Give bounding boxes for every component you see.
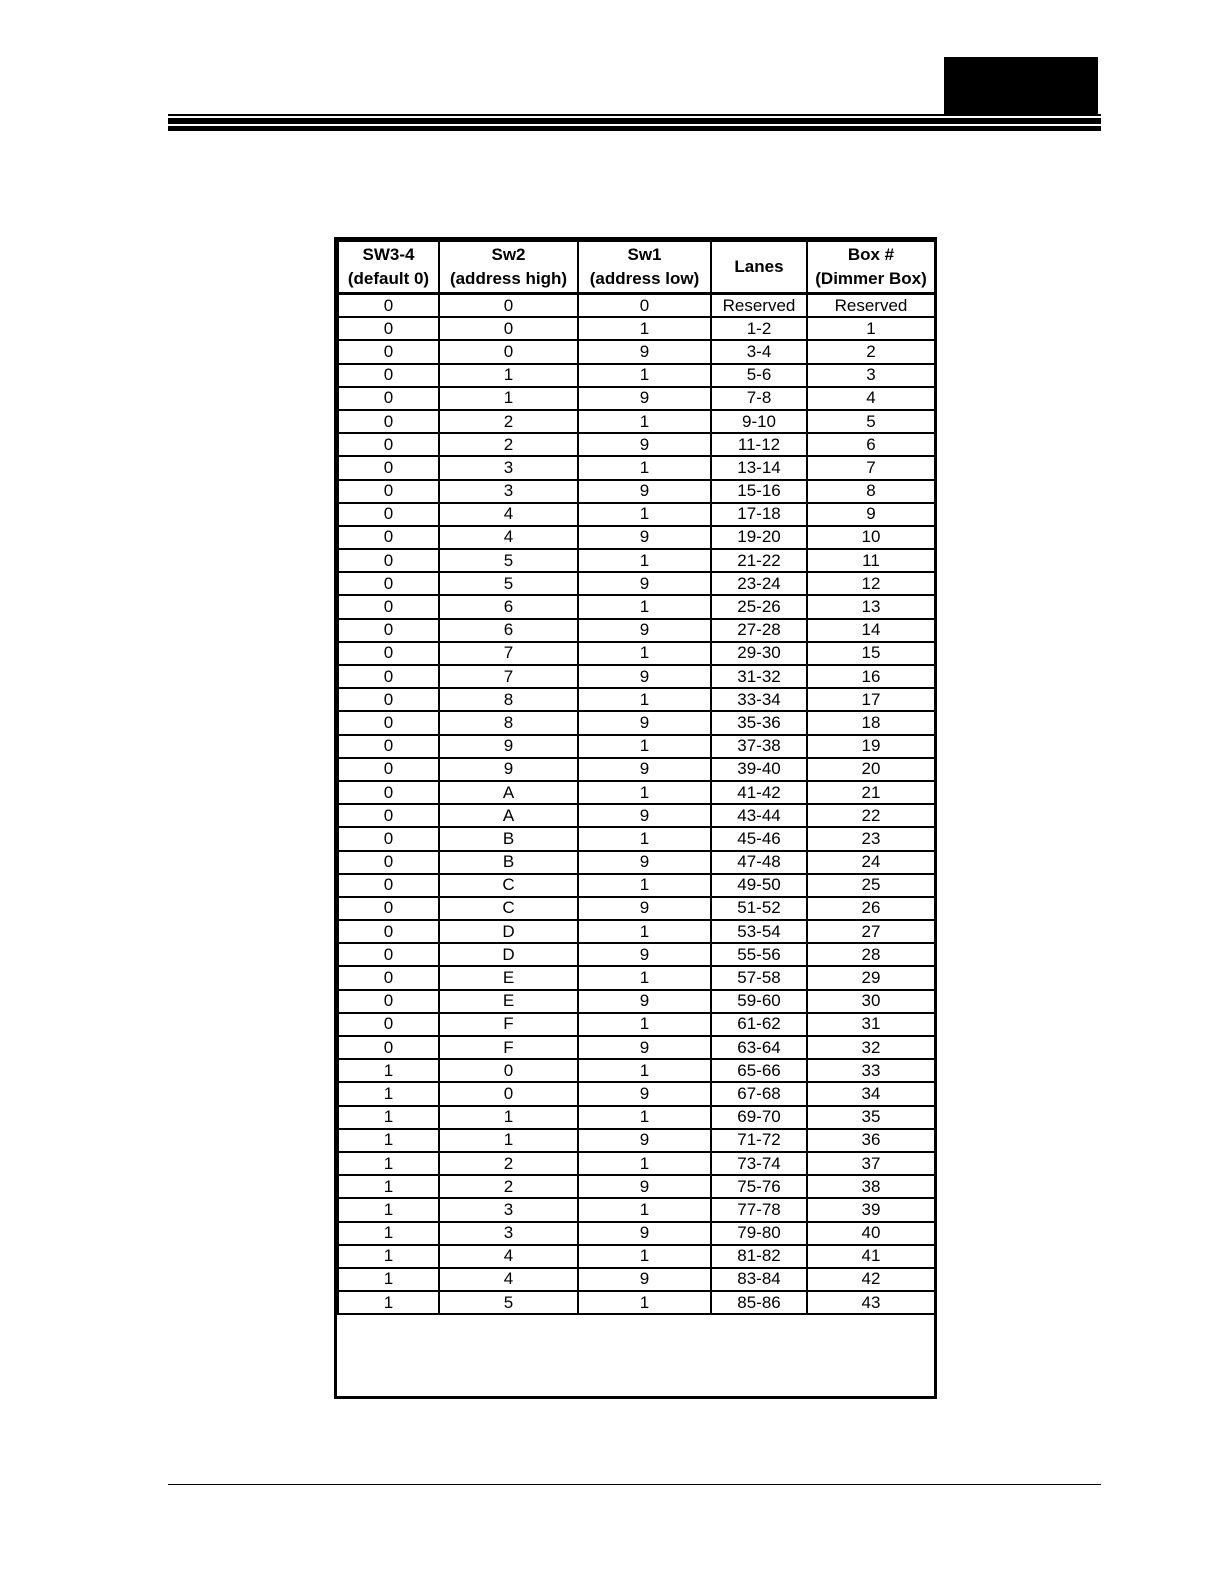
cell-sw1: 9 — [578, 619, 711, 642]
cell-sw3-4: 0 — [338, 990, 439, 1013]
cell-lanes: 31-32 — [711, 665, 807, 688]
cell-lanes: 51-52 — [711, 897, 807, 920]
table-row — [338, 387, 935, 410]
cell-lanes: 7-8 — [711, 387, 807, 410]
cell-box-number: 28 — [807, 943, 935, 966]
cell-lanes: 35-36 — [711, 711, 807, 734]
cell-lanes: 79-80 — [711, 1222, 807, 1245]
table-row — [338, 572, 935, 595]
cell-sw2: 0 — [439, 317, 578, 340]
table-row — [338, 549, 935, 572]
header-line2: (default 0) — [347, 269, 430, 288]
cell-lanes: 11-12 — [711, 433, 807, 456]
cell-lanes: 55-56 — [711, 943, 807, 966]
table-row — [338, 1222, 935, 1245]
table-row — [338, 1129, 935, 1152]
cell-box-number: 17 — [807, 688, 935, 711]
cell-sw2: 3 — [439, 1198, 578, 1221]
cell-box-number: 23 — [807, 827, 935, 850]
cell-sw3-4: 0 — [338, 758, 439, 781]
cell-lanes: 13-14 — [711, 456, 807, 479]
cell-lanes: 5-6 — [711, 364, 807, 387]
cell-sw3-4: 0 — [338, 595, 439, 618]
cell-sw1: 1 — [578, 1245, 711, 1268]
cell-lanes: 81-82 — [711, 1245, 807, 1268]
header-line1: SW3-4 — [362, 245, 415, 264]
cell-lanes: 27-28 — [711, 619, 807, 642]
cell-sw3-4: 0 — [338, 781, 439, 804]
cell-lanes: 67-68 — [711, 1082, 807, 1105]
cell-sw3-4: 0 — [338, 619, 439, 642]
cell-box-number: 3 — [807, 364, 935, 387]
cell-sw1: 1 — [578, 1198, 711, 1221]
table-row — [338, 1036, 935, 1059]
cell-box-number: 1 — [807, 317, 935, 340]
cell-sw3-4: 0 — [338, 549, 439, 572]
cell-sw1: 9 — [578, 1175, 711, 1198]
cell-sw2: C — [439, 897, 578, 920]
cell-sw1: 1 — [578, 317, 711, 340]
cell-sw2: 4 — [439, 526, 578, 549]
cell-sw2: 3 — [439, 456, 578, 479]
cell-lanes: 71-72 — [711, 1129, 807, 1152]
cell-sw2: 9 — [439, 735, 578, 758]
table-row — [338, 1059, 935, 1082]
cell-box-number: Reserved — [807, 294, 935, 318]
cell-lanes: 39-40 — [711, 758, 807, 781]
cell-sw1: 1 — [578, 735, 711, 758]
table-header-row — [338, 241, 935, 294]
header-line1: Sw2 — [491, 245, 526, 264]
cell-sw1: 9 — [578, 1082, 711, 1105]
cell-sw1: 9 — [578, 851, 711, 874]
cell-sw3-4: 0 — [338, 1036, 439, 1059]
cell-box-number: 5 — [807, 410, 935, 433]
cell-sw2: A — [439, 804, 578, 827]
cell-sw3-4: 1 — [338, 1245, 439, 1268]
table-row — [338, 364, 935, 387]
cell-sw2: 1 — [439, 364, 578, 387]
cell-lanes: 17-18 — [711, 503, 807, 526]
cell-box-number: 4 — [807, 387, 935, 410]
cell-box-number: 11 — [807, 549, 935, 572]
cell-sw2: E — [439, 990, 578, 1013]
table-row — [338, 526, 935, 549]
table-row — [338, 990, 935, 1013]
cell-sw2: 2 — [439, 1152, 578, 1175]
table-row — [338, 758, 935, 781]
table-row — [338, 827, 935, 850]
cell-sw2: E — [439, 966, 578, 989]
cell-sw2: F — [439, 1013, 578, 1036]
table-row — [338, 1291, 935, 1314]
cell-sw3-4: 0 — [338, 642, 439, 665]
cell-lanes: 25-26 — [711, 595, 807, 618]
table-row — [338, 340, 935, 363]
cell-sw3-4: 0 — [338, 851, 439, 874]
header-line2: (address high) — [449, 269, 568, 288]
cell-box-number: 20 — [807, 758, 935, 781]
cell-lanes: 85-86 — [711, 1291, 807, 1314]
cell-sw1: 1 — [578, 874, 711, 897]
cell-sw2: 9 — [439, 758, 578, 781]
cell-sw3-4: 0 — [338, 1013, 439, 1036]
cell-sw1: 1 — [578, 966, 711, 989]
cell-sw2: D — [439, 920, 578, 943]
cell-sw3-4: 0 — [338, 874, 439, 897]
table-row — [338, 317, 935, 340]
cell-sw3-4: 0 — [338, 804, 439, 827]
header-line1: Lanes — [734, 257, 784, 276]
cell-sw2: D — [439, 943, 578, 966]
cell-sw2: 1 — [439, 387, 578, 410]
table-row — [338, 851, 935, 874]
cell-sw1: 1 — [578, 364, 711, 387]
cell-box-number: 34 — [807, 1082, 935, 1105]
table-row — [338, 920, 935, 943]
address-table-frame — [334, 237, 937, 1399]
cell-box-number: 38 — [807, 1175, 935, 1198]
cell-sw1: 1 — [578, 827, 711, 850]
cell-sw1: 9 — [578, 711, 711, 734]
table-row — [338, 804, 935, 827]
cell-lanes: 29-30 — [711, 642, 807, 665]
cell-sw1: 9 — [578, 804, 711, 827]
cell-sw2: 0 — [439, 1082, 578, 1105]
cell-sw2: C — [439, 874, 578, 897]
cell-box-number: 37 — [807, 1152, 935, 1175]
cell-sw2: 0 — [439, 340, 578, 363]
cell-box-number: 16 — [807, 665, 935, 688]
cell-sw1: 9 — [578, 665, 711, 688]
cell-sw3-4: 0 — [338, 433, 439, 456]
table-row — [338, 735, 935, 758]
cell-sw1: 1 — [578, 920, 711, 943]
cell-sw1: 9 — [578, 1268, 711, 1291]
table-row — [338, 456, 935, 479]
cell-sw3-4: 0 — [338, 711, 439, 734]
cell-sw2: 1 — [439, 1129, 578, 1152]
cell-box-number: 2 — [807, 340, 935, 363]
cell-sw2: F — [439, 1036, 578, 1059]
cell-lanes: 43-44 — [711, 804, 807, 827]
cell-sw3-4: 0 — [338, 340, 439, 363]
cell-lanes: 53-54 — [711, 920, 807, 943]
header-line1: Sw1 — [627, 245, 662, 264]
cell-sw2: B — [439, 851, 578, 874]
cell-sw3-4: 1 — [338, 1291, 439, 1314]
cell-sw3-4: 0 — [338, 364, 439, 387]
cell-box-number: 10 — [807, 526, 935, 549]
table-row — [338, 711, 935, 734]
table-row — [338, 642, 935, 665]
cell-sw3-4: 0 — [338, 456, 439, 479]
cell-sw3-4: 1 — [338, 1175, 439, 1198]
cell-box-number: 39 — [807, 1198, 935, 1221]
cell-lanes: 75-76 — [711, 1175, 807, 1198]
cell-sw2: 5 — [439, 549, 578, 572]
cell-sw2: 8 — [439, 688, 578, 711]
cell-lanes: Reserved — [711, 294, 807, 318]
cell-box-number: 15 — [807, 642, 935, 665]
header-rule-thin — [168, 114, 1101, 116]
cell-sw2: B — [439, 827, 578, 850]
cell-sw3-4: 0 — [338, 897, 439, 920]
cell-lanes: 65-66 — [711, 1059, 807, 1082]
cell-sw3-4: 0 — [338, 294, 439, 318]
header-sw3-4 — [338, 241, 439, 294]
table-row — [338, 1198, 935, 1221]
cell-sw1: 9 — [578, 572, 711, 595]
cell-lanes: 49-50 — [711, 874, 807, 897]
header-line2: (address low) — [589, 269, 700, 288]
cell-sw3-4: 1 — [338, 1059, 439, 1082]
table-row — [338, 943, 935, 966]
header-line2: (Dimmer Box) — [815, 269, 927, 288]
cell-sw2: 4 — [439, 1268, 578, 1291]
cell-box-number: 29 — [807, 966, 935, 989]
table-row — [338, 503, 935, 526]
cell-sw1: 9 — [578, 990, 711, 1013]
cell-box-number: 36 — [807, 1129, 935, 1152]
cell-sw3-4: 0 — [338, 503, 439, 526]
table-row — [338, 619, 935, 642]
cell-box-number: 26 — [807, 897, 935, 920]
cell-sw3-4: 1 — [338, 1082, 439, 1105]
table-row — [338, 1268, 935, 1291]
cell-box-number: 41 — [807, 1245, 935, 1268]
cell-box-number: 6 — [807, 433, 935, 456]
cell-sw3-4: 1 — [338, 1268, 439, 1291]
cell-sw2: 6 — [439, 619, 578, 642]
cell-box-number: 31 — [807, 1013, 935, 1036]
cell-lanes: 45-46 — [711, 827, 807, 850]
cell-sw2: 8 — [439, 711, 578, 734]
header-sw2 — [439, 241, 578, 294]
cell-lanes: 61-62 — [711, 1013, 807, 1036]
cell-sw3-4: 0 — [338, 735, 439, 758]
cell-sw1: 9 — [578, 387, 711, 410]
cell-sw2: 2 — [439, 410, 578, 433]
cell-sw2: 3 — [439, 480, 578, 503]
table-row — [338, 966, 935, 989]
cell-sw3-4: 1 — [338, 1152, 439, 1175]
header-rule-gap — [168, 124, 1101, 126]
cell-lanes: 57-58 — [711, 966, 807, 989]
cell-sw1: 9 — [578, 526, 711, 549]
cell-sw2: 2 — [439, 1175, 578, 1198]
cell-lanes: 41-42 — [711, 781, 807, 804]
table-row — [338, 1106, 935, 1129]
cell-lanes: 21-22 — [711, 549, 807, 572]
cell-box-number: 40 — [807, 1222, 935, 1245]
cell-lanes: 15-16 — [711, 480, 807, 503]
cell-sw1: 9 — [578, 1036, 711, 1059]
cell-sw3-4: 0 — [338, 966, 439, 989]
cell-sw3-4: 1 — [338, 1106, 439, 1129]
table-row — [338, 1013, 935, 1036]
cell-sw3-4: 0 — [338, 920, 439, 943]
header-box-number — [807, 241, 935, 294]
cell-box-number: 43 — [807, 1291, 935, 1314]
cell-sw2: 6 — [439, 595, 578, 618]
cell-sw1: 9 — [578, 433, 711, 456]
cell-box-number: 30 — [807, 990, 935, 1013]
cell-box-number: 33 — [807, 1059, 935, 1082]
cell-sw2: 2 — [439, 433, 578, 456]
cell-sw3-4: 0 — [338, 317, 439, 340]
header-black-tab — [944, 57, 1098, 115]
table-row — [338, 1152, 935, 1175]
cell-sw3-4: 1 — [338, 1129, 439, 1152]
cell-sw3-4: 0 — [338, 526, 439, 549]
cell-box-number: 14 — [807, 619, 935, 642]
cell-sw1: 1 — [578, 410, 711, 433]
cell-sw2: 7 — [439, 665, 578, 688]
cell-sw2: 0 — [439, 294, 578, 318]
cell-box-number: 19 — [807, 735, 935, 758]
footer-rule — [168, 1484, 1101, 1485]
cell-sw3-4: 1 — [338, 1222, 439, 1245]
cell-sw1: 1 — [578, 642, 711, 665]
cell-box-number: 7 — [807, 456, 935, 479]
cell-sw1: 1 — [578, 688, 711, 711]
cell-sw3-4: 0 — [338, 387, 439, 410]
cell-lanes: 9-10 — [711, 410, 807, 433]
cell-sw1: 1 — [578, 1059, 711, 1082]
cell-lanes: 33-34 — [711, 688, 807, 711]
cell-sw1: 1 — [578, 503, 711, 526]
cell-box-number: 9 — [807, 503, 935, 526]
cell-sw2: 3 — [439, 1222, 578, 1245]
cell-sw1: 0 — [578, 294, 711, 318]
cell-lanes: 37-38 — [711, 735, 807, 758]
cell-sw2: A — [439, 781, 578, 804]
cell-sw3-4: 0 — [338, 572, 439, 595]
header-line1: Box # — [847, 245, 895, 264]
cell-sw2: 5 — [439, 572, 578, 595]
cell-sw1: 1 — [578, 456, 711, 479]
table-row — [338, 874, 935, 897]
cell-sw2: 4 — [439, 503, 578, 526]
table-row — [338, 1245, 935, 1268]
cell-sw2: 7 — [439, 642, 578, 665]
table-row — [338, 595, 935, 618]
table-row — [338, 480, 935, 503]
cell-sw1: 1 — [578, 595, 711, 618]
table-row — [338, 781, 935, 804]
cell-sw1: 9 — [578, 897, 711, 920]
cell-sw1: 9 — [578, 1129, 711, 1152]
cell-box-number: 32 — [807, 1036, 935, 1059]
cell-lanes: 77-78 — [711, 1198, 807, 1221]
cell-sw3-4: 0 — [338, 827, 439, 850]
cell-sw2: 4 — [439, 1245, 578, 1268]
cell-box-number: 42 — [807, 1268, 935, 1291]
cell-sw3-4: 0 — [338, 943, 439, 966]
table-row — [338, 1175, 935, 1198]
table-body — [338, 294, 935, 1315]
cell-sw3-4: 1 — [338, 1198, 439, 1221]
address-table — [337, 240, 936, 1315]
cell-sw1: 1 — [578, 1013, 711, 1036]
table-row — [338, 897, 935, 920]
table-row — [338, 294, 935, 318]
cell-sw1: 9 — [578, 1222, 711, 1245]
cell-sw1: 9 — [578, 480, 711, 503]
table-row — [338, 688, 935, 711]
cell-sw2: 1 — [439, 1106, 578, 1129]
cell-lanes: 63-64 — [711, 1036, 807, 1059]
cell-sw3-4: 0 — [338, 410, 439, 433]
cell-box-number: 21 — [807, 781, 935, 804]
cell-sw1: 9 — [578, 340, 711, 363]
cell-sw1: 1 — [578, 1106, 711, 1129]
cell-lanes: 1-2 — [711, 317, 807, 340]
cell-sw3-4: 0 — [338, 480, 439, 503]
cell-sw3-4: 0 — [338, 665, 439, 688]
table-row — [338, 433, 935, 456]
cell-lanes: 23-24 — [711, 572, 807, 595]
cell-box-number: 24 — [807, 851, 935, 874]
cell-lanes: 83-84 — [711, 1268, 807, 1291]
cell-sw1: 9 — [578, 943, 711, 966]
table-row — [338, 1082, 935, 1105]
cell-sw1: 1 — [578, 1291, 711, 1314]
cell-box-number: 18 — [807, 711, 935, 734]
cell-lanes: 47-48 — [711, 851, 807, 874]
cell-sw1: 9 — [578, 758, 711, 781]
cell-box-number: 8 — [807, 480, 935, 503]
cell-box-number: 27 — [807, 920, 935, 943]
cell-sw2: 5 — [439, 1291, 578, 1314]
cell-lanes: 59-60 — [711, 990, 807, 1013]
header-sw1 — [578, 241, 711, 294]
cell-sw1: 1 — [578, 1152, 711, 1175]
cell-box-number: 13 — [807, 595, 935, 618]
cell-box-number: 12 — [807, 572, 935, 595]
header-lanes — [711, 241, 807, 294]
table-row — [338, 410, 935, 433]
cell-lanes: 73-74 — [711, 1152, 807, 1175]
cell-sw3-4: 0 — [338, 688, 439, 711]
cell-lanes: 19-20 — [711, 526, 807, 549]
cell-sw1: 1 — [578, 549, 711, 572]
cell-box-number: 35 — [807, 1106, 935, 1129]
cell-sw1: 1 — [578, 781, 711, 804]
cell-box-number: 25 — [807, 874, 935, 897]
cell-sw2: 0 — [439, 1059, 578, 1082]
cell-box-number: 22 — [807, 804, 935, 827]
cell-lanes: 3-4 — [711, 340, 807, 363]
table-row — [338, 665, 935, 688]
cell-lanes: 69-70 — [711, 1106, 807, 1129]
